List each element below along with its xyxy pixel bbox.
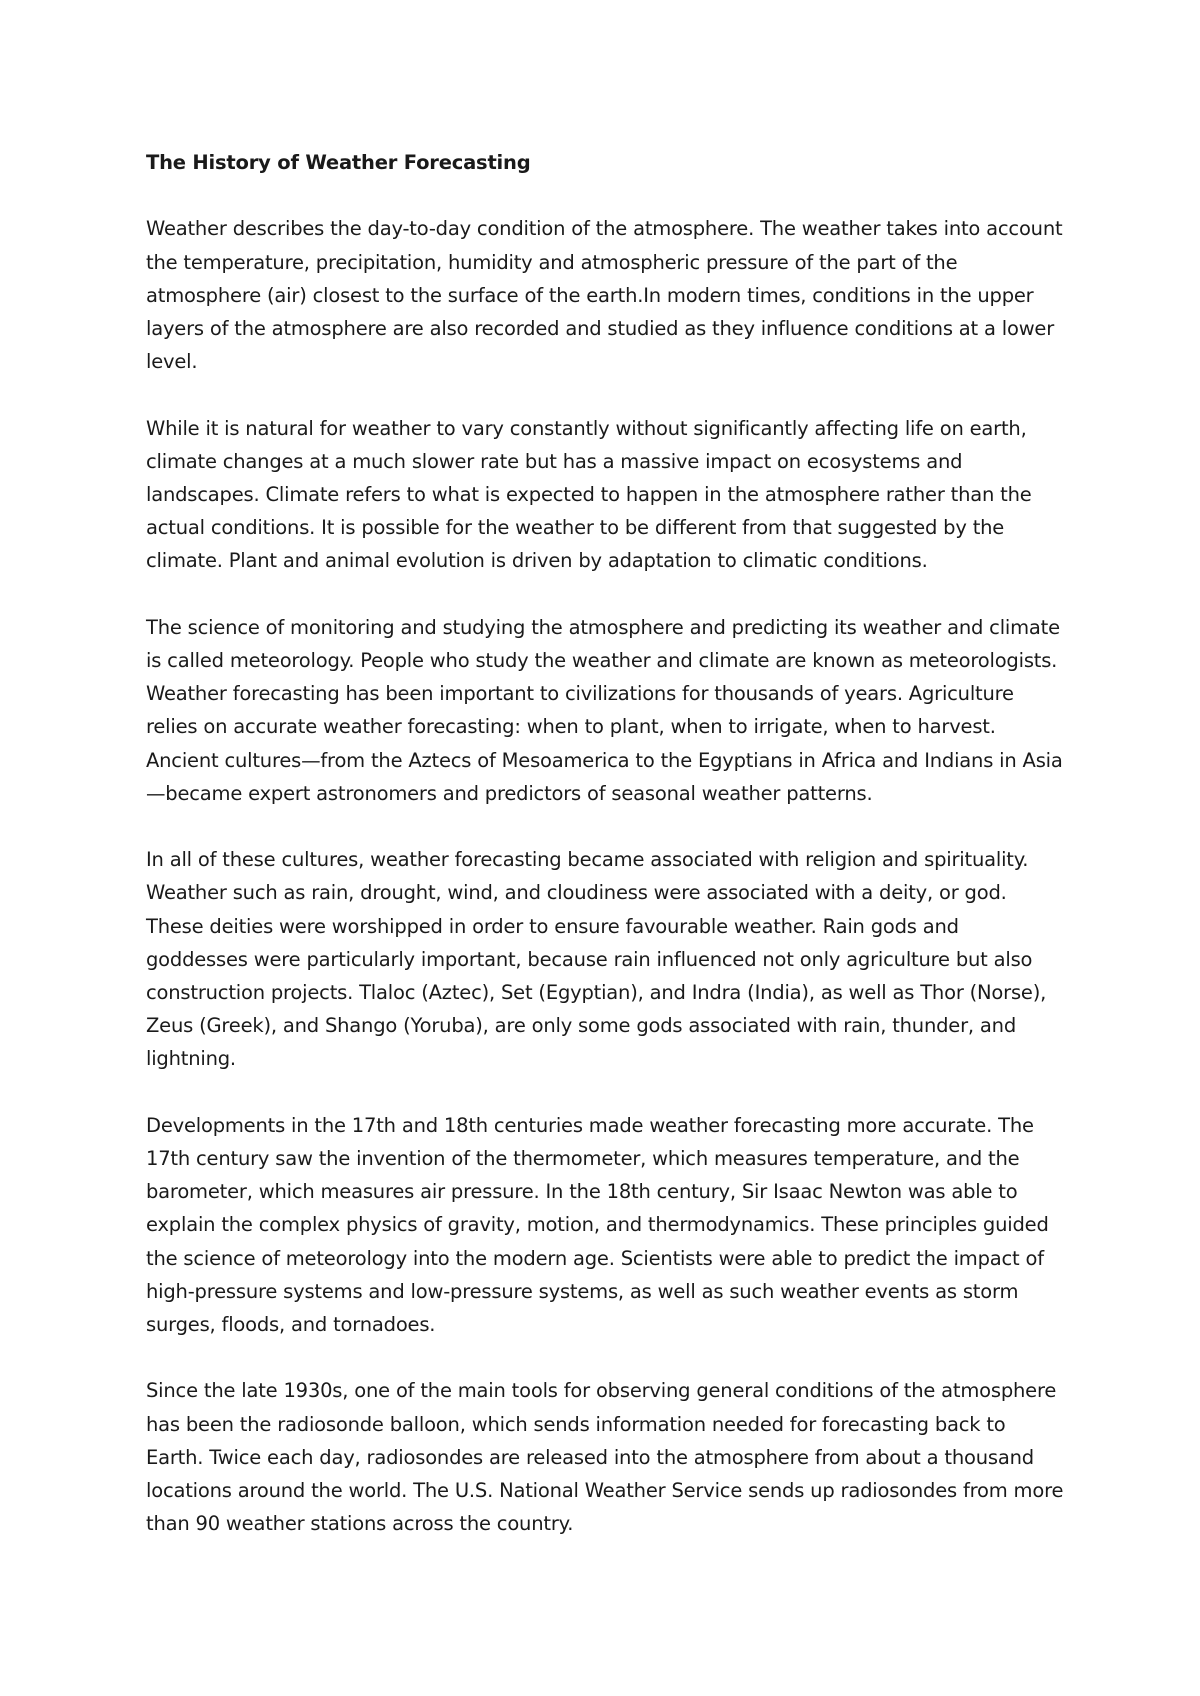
- paragraph-developments: Developments in the 17th and 18th centuries made weather forecasting more accurate. The 17th century saw the invention of the thermometer, which measures temperature, and the barometer, which measures air pressure. In the 18th century, Sir Isaac Newton was able to explain the complex physics of gravity, motion, and thermodynamics. These principles guided the science of meteorology into the modern age. Scientists were able to predict the impact of high-pressure systems and low-pressure systems, as well as such weather events as storm surges, floods, and tornadoes.: [146, 1113, 1049, 1337]
- paragraph-radiosonde: Since the late 1930s, one of the main tools for observing general conditions of the atmosphere has been the radiosonde balloon, which sends information needed for forecasting back to Earth. Twice each day, radiosondes are released into the atmosphere from about a thousand locations around the world. The U.S. National Weather Service sends up radiosondes from more than 90 weather stations across the country.: [146, 1379, 1064, 1536]
- paragraph-weather-definition: Weather describes the day-to-day condition of the atmosphere. The weather takes into account the temperature, precipitation, humidity and atmospheric pressure of the part of the atmosphere (air) closest to the surface of the earth.In modern times, conditions in the upper layers of the atmosphere are also recorded and studied as they influence conditions at a lower level.: [146, 217, 1063, 374]
- paragraph-meteorology: The science of monitoring and studying the atmosphere and predicting its weather and climate is called meteorology. People who study the weather and climate are known as meteorologists. Weather forecasting has been important to civilizations for thousands of years. Agriculture relies on accurate weather forecasting: when to plant, when to irrigate, when to harvest. Ancient cultures—from the Aztecs of Mesoamerica to the Egyptians in Africa and Indians in Asia —became expert astronomers and predictors of seasonal weather patterns.: [146, 615, 1063, 805]
- document-body: [146, 146, 1066, 1540]
- paragraph-religion: In all of these cultures, weather forecasting became associated with religion and spirituality. Weather such as rain, drought, wind, and cloudiness were associated with a deity, or god. These deities were worshipped in order to ensure favourable weather. Rain gods and goddesses were particularly important, because rain influenced not only agriculture but also construction projects. Tlaloc (Aztec), Set (Egyptian), and Indra (India), as well as Thor (Norse), Zeus (Greek), and Shango (Yoruba), are only some gods associated with rain, thunder, and lightning.: [146, 848, 1047, 1071]
- document-title: The History of Weather Forecasting: [146, 151, 531, 174]
- paragraph-climate: While it is natural for weather to vary constantly without significantly affecting life on earth, climate changes at a much slower rate but has a massive impact on ecosystems and landscapes. Climate refers to what is expected to happen in the atmosphere rather than the actual conditions. It is possible for the weather to be different from that suggested by the climate. Plant and animal evolution is driven by adaptation to climatic conditions.: [146, 416, 1032, 573]
